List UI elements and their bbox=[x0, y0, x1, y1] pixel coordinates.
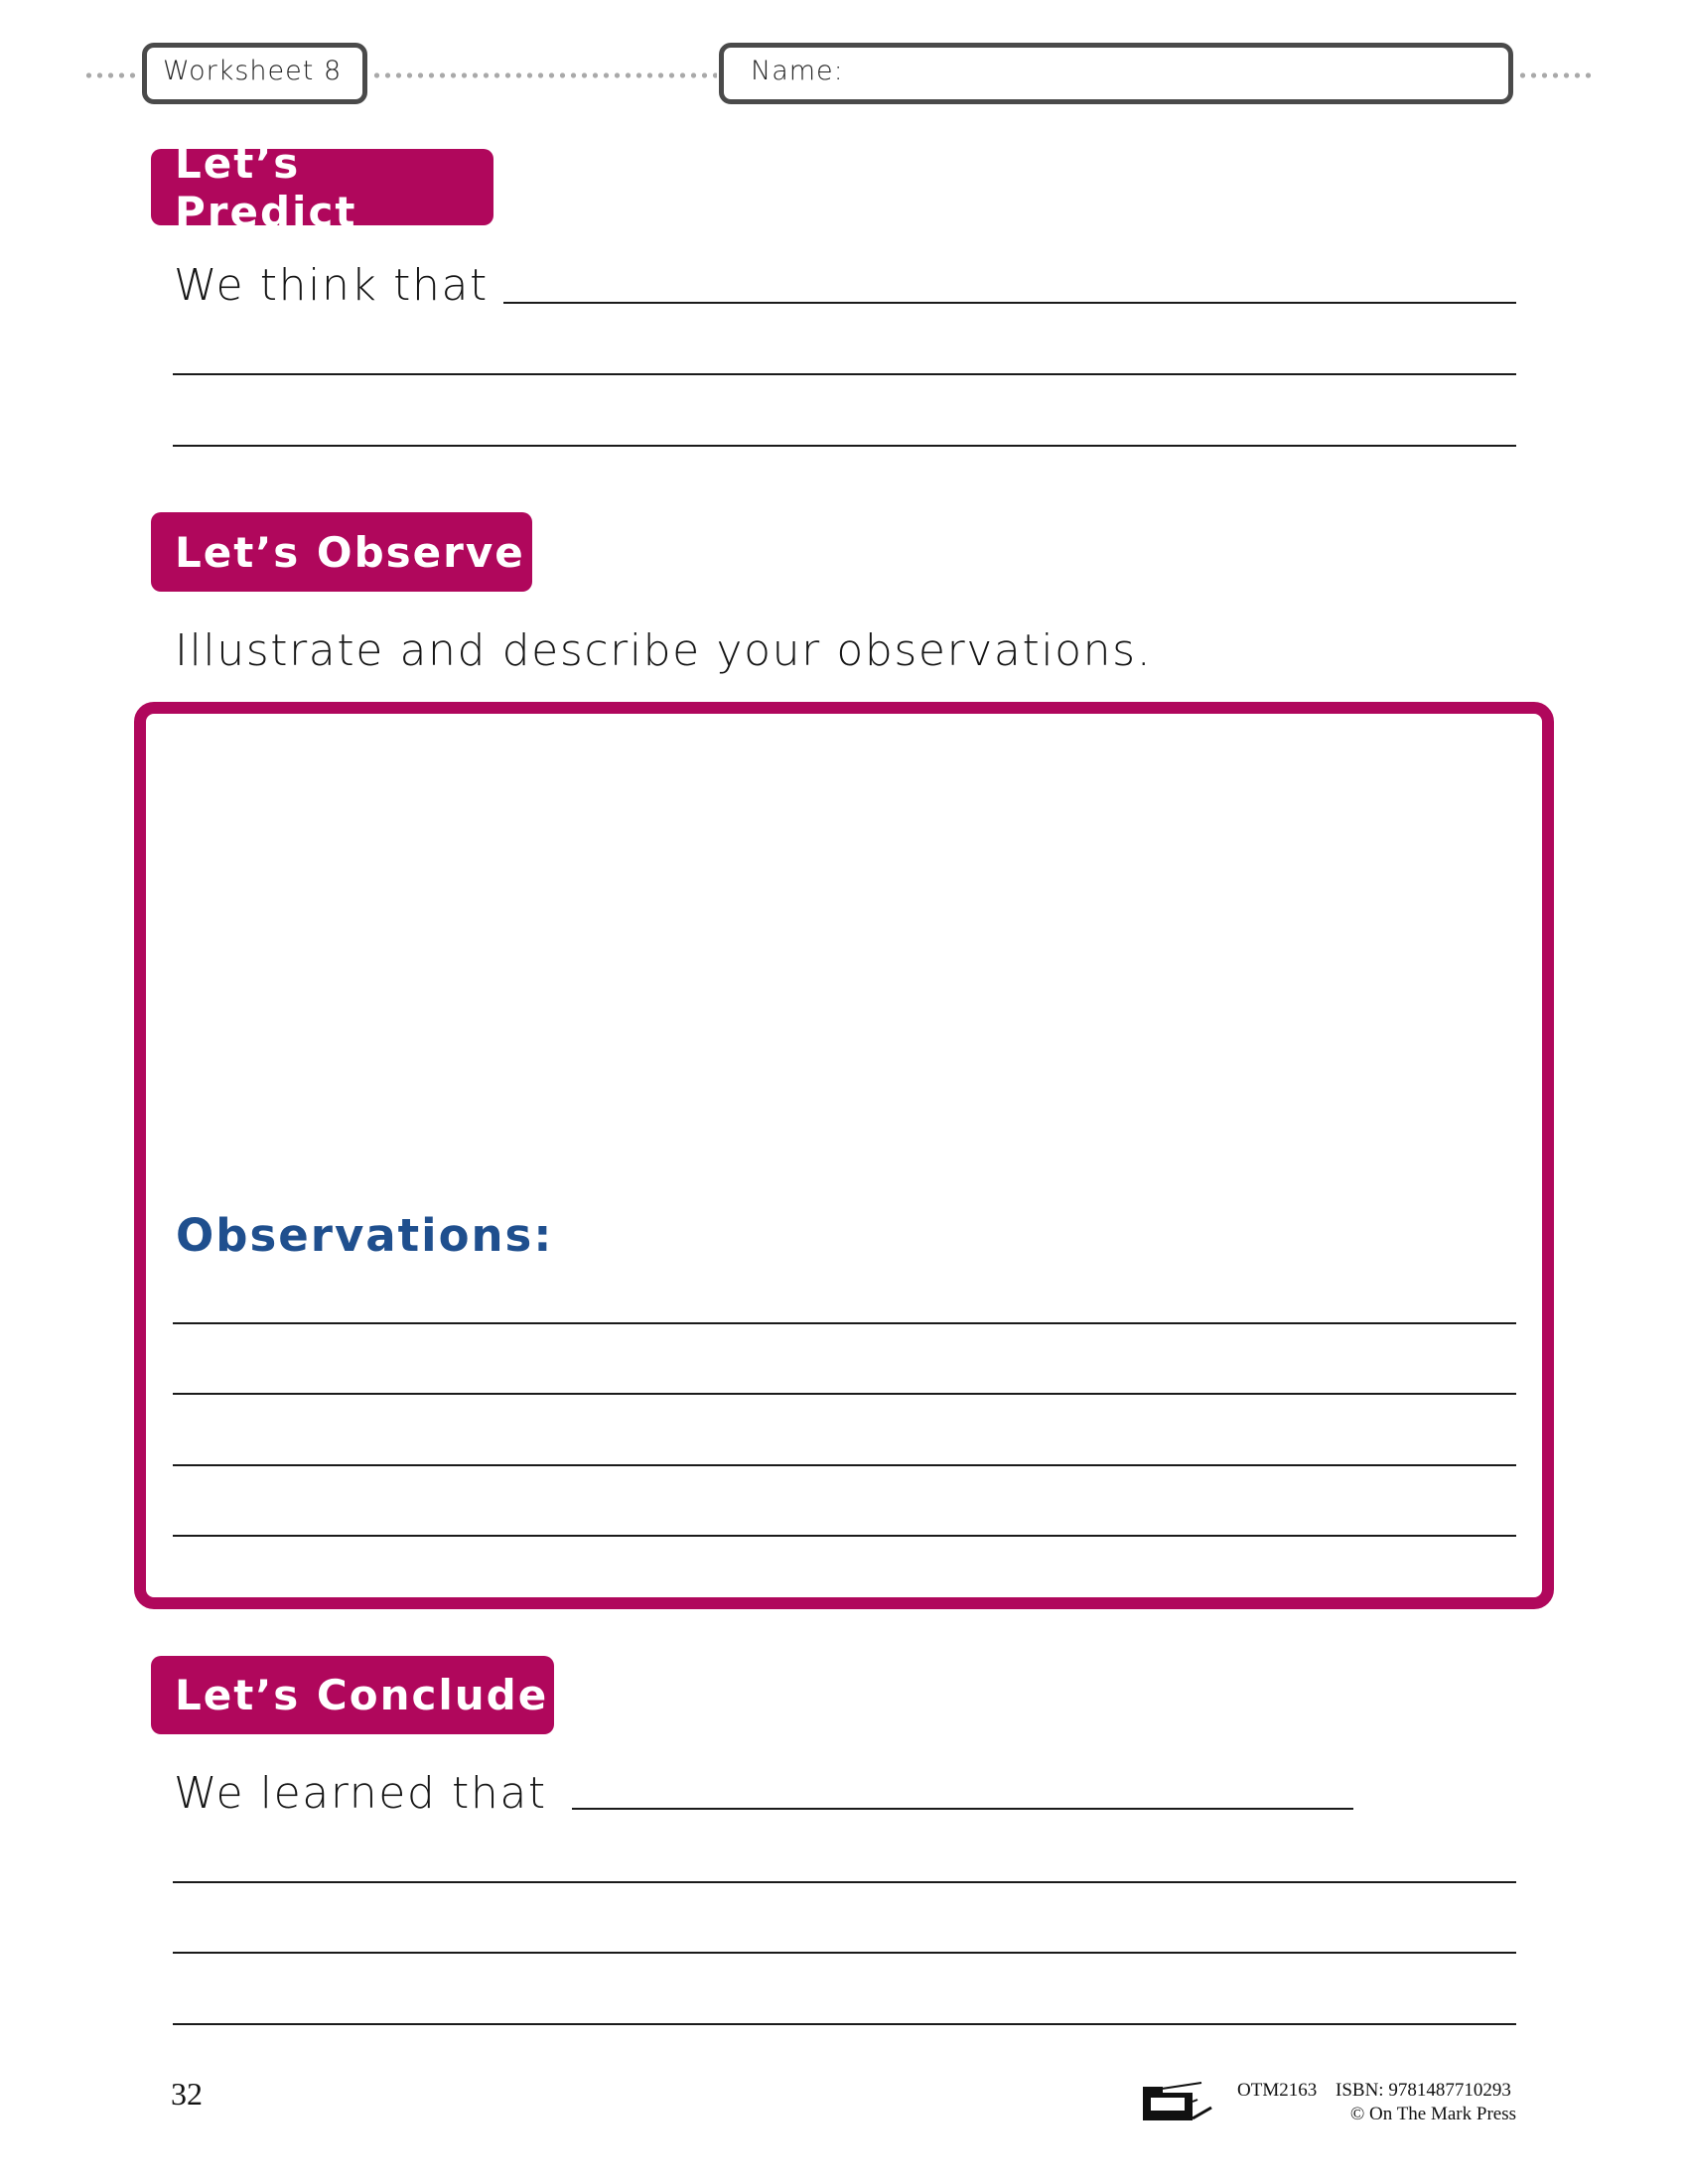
observe-section-tab: Let’s Observe bbox=[151, 512, 532, 592]
predict-answer-line-2[interactable] bbox=[173, 373, 1516, 375]
predict-section-tab: Let’s Predict bbox=[151, 149, 493, 225]
conclude-prompt: We learned that bbox=[174, 1768, 547, 1819]
observation-line-3[interactable] bbox=[173, 1464, 1516, 1466]
worksheet-label: Worksheet 8 bbox=[163, 56, 343, 86]
predict-answer-line-1[interactable] bbox=[503, 302, 1516, 304]
observation-line-1[interactable] bbox=[173, 1322, 1516, 1324]
conclude-answer-line-1[interactable] bbox=[572, 1808, 1353, 1810]
name-label: Name: bbox=[751, 56, 844, 86]
observe-instruction: Illustrate and describe your observations. bbox=[175, 625, 1153, 676]
header-dots-right bbox=[1517, 72, 1593, 78]
header-dots-middle bbox=[371, 72, 717, 78]
photocopier-icon bbox=[1140, 2079, 1219, 2122]
header-dots-left bbox=[83, 72, 141, 78]
conclude-answer-line-3[interactable] bbox=[173, 1952, 1516, 1954]
predict-answer-line-3[interactable] bbox=[173, 445, 1516, 447]
illustration-area[interactable] bbox=[159, 725, 1529, 1191]
page-number: 32 bbox=[171, 2076, 203, 2112]
observation-line-2[interactable] bbox=[173, 1393, 1516, 1395]
isbn: ISBN: 9781487710293 bbox=[1336, 2080, 1511, 2101]
observation-line-4[interactable] bbox=[173, 1535, 1516, 1537]
conclude-answer-line-2[interactable] bbox=[173, 1881, 1516, 1883]
product-code: OTM2163 bbox=[1237, 2080, 1318, 2101]
observations-heading: Observations: bbox=[176, 1209, 554, 1262]
photocopier-icon-svg bbox=[1140, 2079, 1219, 2122]
copyright: © On The Mark Press bbox=[1349, 2104, 1516, 2124]
predict-prompt: We think that bbox=[174, 260, 489, 311]
conclude-answer-line-4[interactable] bbox=[173, 2023, 1516, 2025]
conclude-section-tab: Let’s Conclude bbox=[151, 1656, 554, 1734]
